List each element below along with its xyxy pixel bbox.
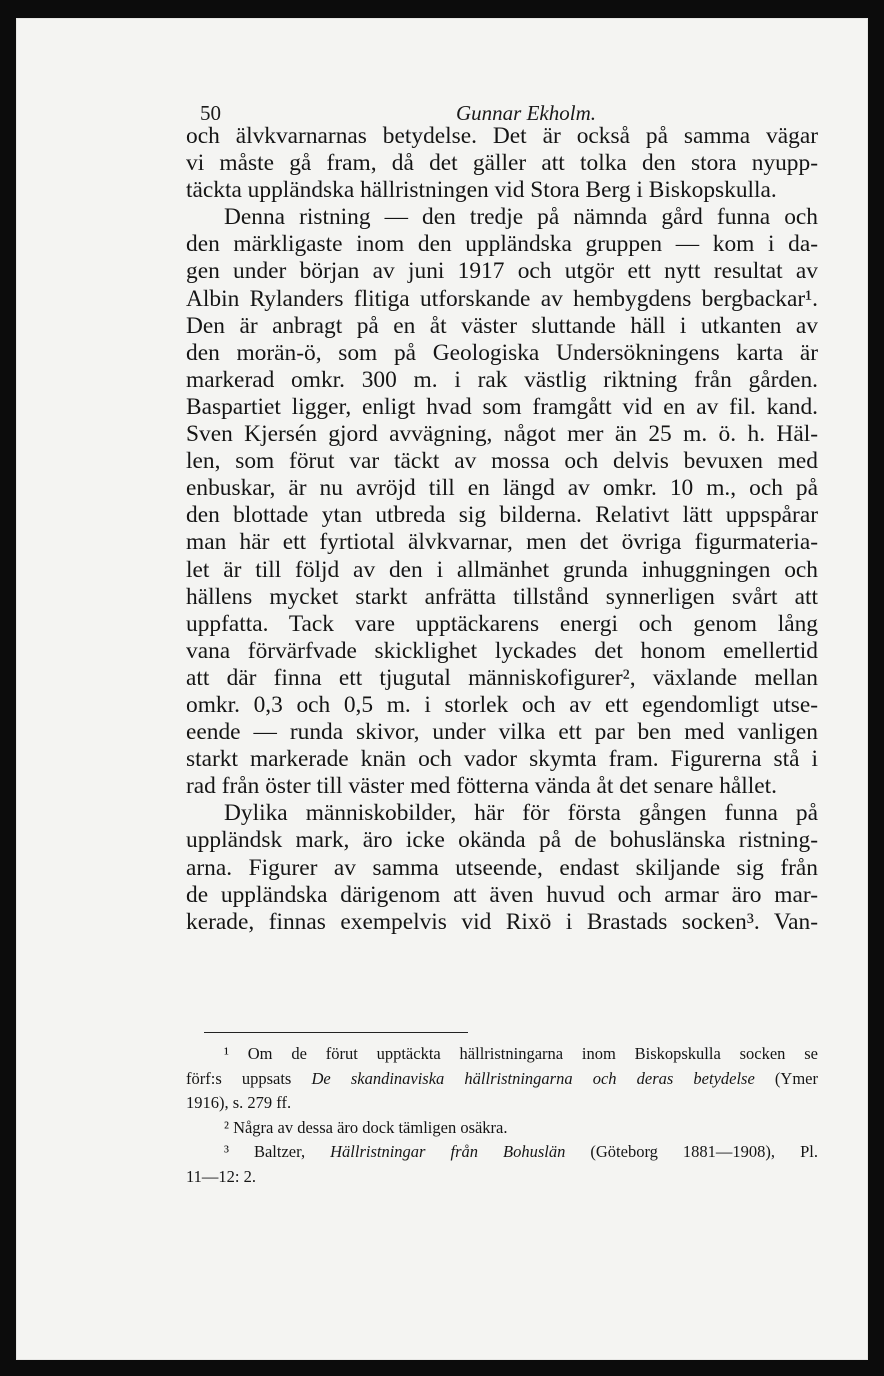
- footnote-line: 1916), s. 279 ff.: [186, 1093, 292, 1113]
- body-text: [186, 123, 818, 936]
- footnote-line: 11—12: 2.: [186, 1166, 256, 1186]
- text-line: Denna ristning — den tredje på nämnda gård funna och: [224, 204, 818, 231]
- text-line: den morän-ö, som på Geologiska Undersökningens karta är: [186, 339, 818, 366]
- text-line: arna. Figurer av samma utseende, endast skiljande sig från: [186, 854, 818, 881]
- footnotes: [186, 1042, 818, 1190]
- page-number: 50: [200, 101, 221, 125]
- footnote-3: [186, 1140, 818, 1189]
- footnote-line: förf:s uppsats De skandinaviska hällristningarna och deras betydelse (Ymer: [186, 1068, 818, 1088]
- text-line: uppfatta. Tack vare upptäckarens energi och genom lång: [186, 610, 818, 637]
- text-line: Albin Rylanders flitiga utforskande av hembygdens bergbackar¹.: [186, 285, 818, 312]
- text-line: Baspartiet ligger, enligt hvad som framgått vid en av fil. kand.: [186, 393, 818, 420]
- footnote-line: ² Några av dessa äro dock tämligen osäkra.: [224, 1117, 508, 1137]
- text-line: markerad omkr. 300 m. i rak västlig riktning från gården.: [186, 366, 818, 393]
- text-line: starkt markerade knän och vador skymta fram. Figurerna stå i: [186, 746, 818, 773]
- text-line: Dylika människobilder, här för första gången funna på: [224, 800, 818, 827]
- text-line: och älvkvarnarnas betydelse. Det är också på samma vägar: [186, 123, 818, 149]
- footnote-divider: [204, 1032, 468, 1033]
- text-line: kerade, finnas exempelvis vid Rixö i Brastads socken³. Van-: [186, 908, 818, 935]
- running-head: Gunnar Ekholm.: [456, 101, 596, 125]
- text-line: den blottade ytan utbreda sig bilderna. Relativt lätt uppspårar: [186, 502, 818, 529]
- text-line: den märkligaste inom den uppländska gruppen — kom i da-: [186, 231, 818, 258]
- text-line: len, som förut var täckt av mossa och delvis bevuxen med: [186, 448, 818, 475]
- text-line: de uppländska därigenom att även huvud och armar äro mar-: [186, 881, 818, 908]
- footnote-2: [186, 1116, 818, 1141]
- text-line: Den är anbragt på en åt väster sluttande häll i utkanten av: [186, 312, 818, 339]
- text-line: eende — runda skivor, under vilka ett par ben med vanligen: [186, 719, 818, 746]
- footnote-line: ¹ Om de förut upptäckta hällristningarna inom Biskopskulla socken se: [224, 1044, 818, 1063]
- text-line: man här ett fyrtiotal älvkvarnar, men det övriga figurmateria-: [186, 529, 818, 556]
- paragraph-1: [186, 123, 818, 204]
- text-line: Sven Kjersén gjord avvägning, något mer än 25 m. ö. h. Häl-: [186, 421, 818, 448]
- text-line: att där finna ett tjugutal människofigurer², växlande mellan: [186, 664, 818, 691]
- text-line: uppländsk mark, äro icke okända på de bohuslänska ristning-: [186, 827, 818, 854]
- text-line: rad från öster till väster med fötterna vända åt det senare hållet.: [186, 773, 778, 800]
- text-line: enbuskar, är nu avröjd till en längd av omkr. 10 m., och på: [186, 475, 818, 502]
- paragraph-3: [186, 800, 818, 935]
- text-line: gen under början av juni 1917 och utgör ett nytt resultat av: [186, 258, 818, 285]
- footnote-1: [186, 1042, 818, 1116]
- text-line: vi måste gå fram, då det gäller att tolka den stora nyupp-: [186, 150, 818, 177]
- text-line: omkr. 0,3 och 0,5 m. i storlek och av ett egendomligt utse-: [186, 691, 818, 718]
- text-line: täckta uppländska hällristningen vid Stora Berg i Biskopskulla.: [186, 177, 777, 204]
- footnote-line: ³ Baltzer, Hällristningar från Bohuslän (Göteborg 1881—1908), Pl.: [224, 1142, 818, 1162]
- text-line: vana förvärfvade skicklighet lyckades det honom emellertid: [186, 637, 818, 664]
- paragraph-2: [186, 204, 818, 800]
- text-line: let är till följd av den i allmänhet grunda inhuggningen och: [186, 556, 818, 583]
- text-line: hällens mycket starkt anfrätta tillstånd synnerligen svårt att: [186, 583, 818, 610]
